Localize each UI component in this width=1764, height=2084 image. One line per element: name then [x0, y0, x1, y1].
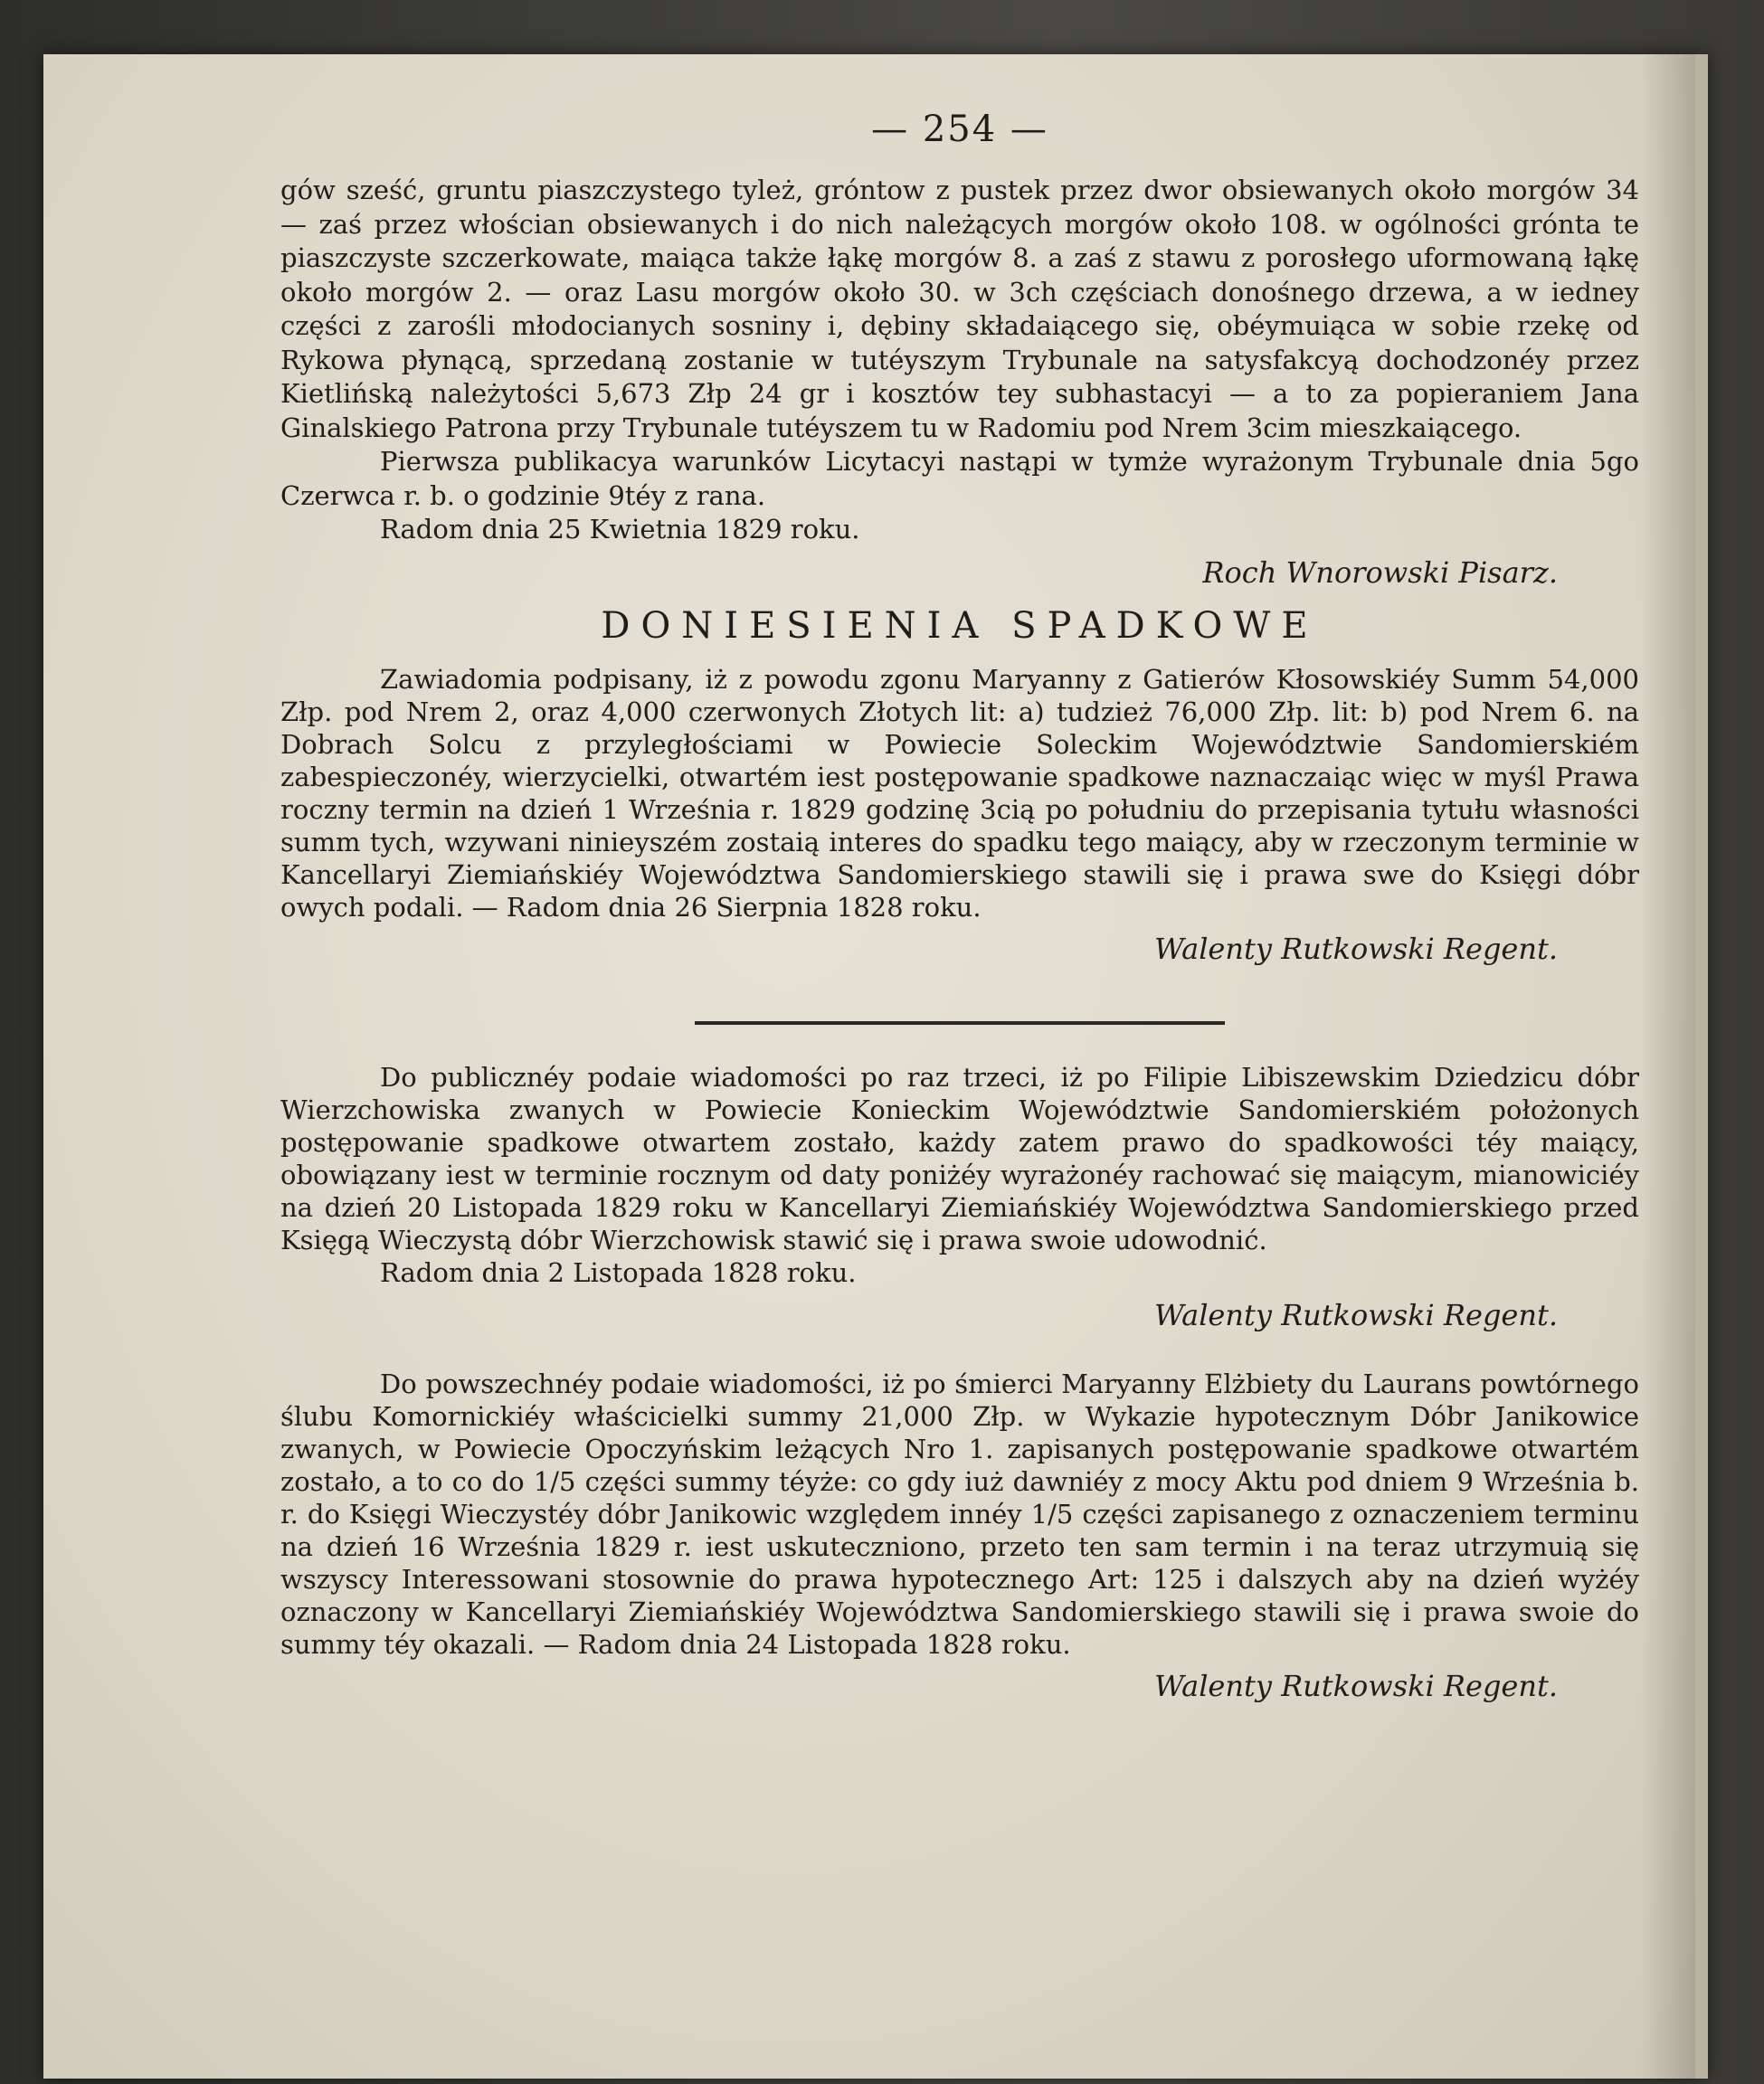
auction-notice	[280, 174, 1639, 594]
spacer	[280, 1337, 1639, 1368]
auction-signature: Roch Wnorowski Pisarz.	[1202, 554, 1558, 590]
auction-notice-text: gów sześć, gruntu piaszczystego tyleż, gróntow z pustek przez dwor obsiewanych około morgów 34 — zaś przez włościan obsiewanych i do nich należących morgów około 108. w ogólności grónta te piaszczyste szczerkowate, maiąca także łąkę morgów 8. a zaś z stawu z porosłego uformowaną łąkę około morgów 2. — oraz Lasu morgów około 30. w 3ch częściach donośnego drzewa, a w iedney części z zarośli młodocianych sosniny i, dębiny składaiącego się, obéymuiąca w sobie rzekę od Rykowa płynącą, sprzedaną zostanie w tutéyszym Trybunale na satysfakcyą dochodzonéy przez Kietlińską należytości 5,673 Złp 24 gr i kosztów tey subhastacyi — a to za popieraniem Jana Ginalskiego Patrona przy Trybunale tutéyszem tu w Radomiu pod Nrem 3cim mieszkaiącego.	[280, 175, 1639, 443]
inheritance-notice-2	[280, 1061, 1639, 1338]
page-content	[280, 109, 1639, 1708]
auction-date-line: Radom dnia 25 Kwietnia 1829 roku.	[380, 514, 860, 545]
section-heading: DONIESIENIA SPADKOWE	[601, 604, 1319, 647]
notice-3-signature: Walenty Rutkowski Regent.	[1154, 1669, 1558, 1703]
notice-2-signature: Walenty Rutkowski Regent.	[1154, 1298, 1558, 1332]
page-number: — 254 —	[871, 109, 1048, 150]
notice-2-date-line: Radom dnia 2 Listopada 1828 roku.	[380, 1256, 857, 1288]
inheritance-notice-3	[280, 1368, 1639, 1708]
first-publication-text: Pierwsza publikacya warunków Licytacyi nastąpi w tymże wyrażonym Trybunale dnia 5go Czerwca r. b. o godzinie 9téy z rana.	[280, 446, 1639, 511]
notice-3-text: Do powszechnéy podaie wiadomości, iż po śmierci Maryanny Elżbiety du Laurans powtórnego ślubu Komornickiéy właścicielki summy 21,000 Złp. w Wykazie hypotecznym Dóbr Janikowice zwanych, w Powiecie Opoczyńskim leżących Nro 1. zapisanych postępowanie spadkowe otwartém zostało, a to co do 1/5 części summy téyże: co gdy iuż dawniéy z mocy Aktu pod dniem 9 Września b. r. do Księgi Wieczystéy dóbr Janikowic względem innéy 1/5 części zapisanego z oznaczeniem terminu na dzień 16 Września 1829 r. iest uskuteczniono, przeto ten sam termin i na teraz utrzymuią się wszyscy Interessowani stosownie do prawa hypotecznego Art: 125 i dalszych aby na dzień wyżéy oznaczony w Kancellaryi Ziemiańskiéy Województwa Sandomierskiego stawili się i prawa swoie do summy téy okazali. — Radom dnia 24 Listopada 1828 roku.	[280, 1369, 1639, 1660]
inheritance-notice-1	[280, 663, 1639, 971]
page-gutter-shadow	[1641, 54, 1695, 2079]
notice-1-signature: Walenty Rutkowski Regent.	[1154, 931, 1558, 966]
document-page	[43, 54, 1708, 2079]
section-divider	[695, 1021, 1225, 1025]
notice-2-text: Do publicznéy podaie wiadomości po raz trzeci, iż po Filipie Libiszewskim Dziedzicu dóbr Wierzchowiska zwanych w Powiecie Konieckim Województwie Sandomierskiém położonych postępowanie spadkowe otwartem zostało, każdy zatem prawo do spadkowości téy maiący, obowiązany iest w terminie rocznym od daty poniżéy wyrażonéy rachować się maiącym, mianowiciéy na dzień 20 Listopada 1829 roku w Kancellaryi Ziemiańskiéy Województwa Sandomierskiego przed Księgą Wieczystą dóbr Wierzchowisk stawić się i prawa swoie udowodnić.	[280, 1061, 1639, 1255]
notice-1-text: Zawiadomia podpisany, iż z powodu zgonu Maryanny z Gatierów Kłosowskiéy Summ 54,000 Złp. pod Nrem 2, oraz 4,000 czerwonych Złotych lit: a) tudzież 76,000 Złp. lit: b) pod Nrem 6. na Dobrach Solcu z przyległościami w Powiecie Soleckim Województwie Sandomierskiém zabespieczonéy, wierzycielki, otwartém iest postępowanie spadkowe naznaczaiąc więc w myśl Prawa roczny termin na dzień 1 Września r. 1829 godzinę 3cią po południu do przepisania tytułu własności summ tych, wzywani ninieyszém zostaią interes do spadku tego maiący, aby w rzeczonym terminie w Kancellaryi Ziemiańskiéy Województwa Sandomierskiego stawili się i prawa swe do Księgi dóbr owych podali. — Radom dnia 26 Sierpnia 1828 roku.	[280, 663, 1639, 923]
